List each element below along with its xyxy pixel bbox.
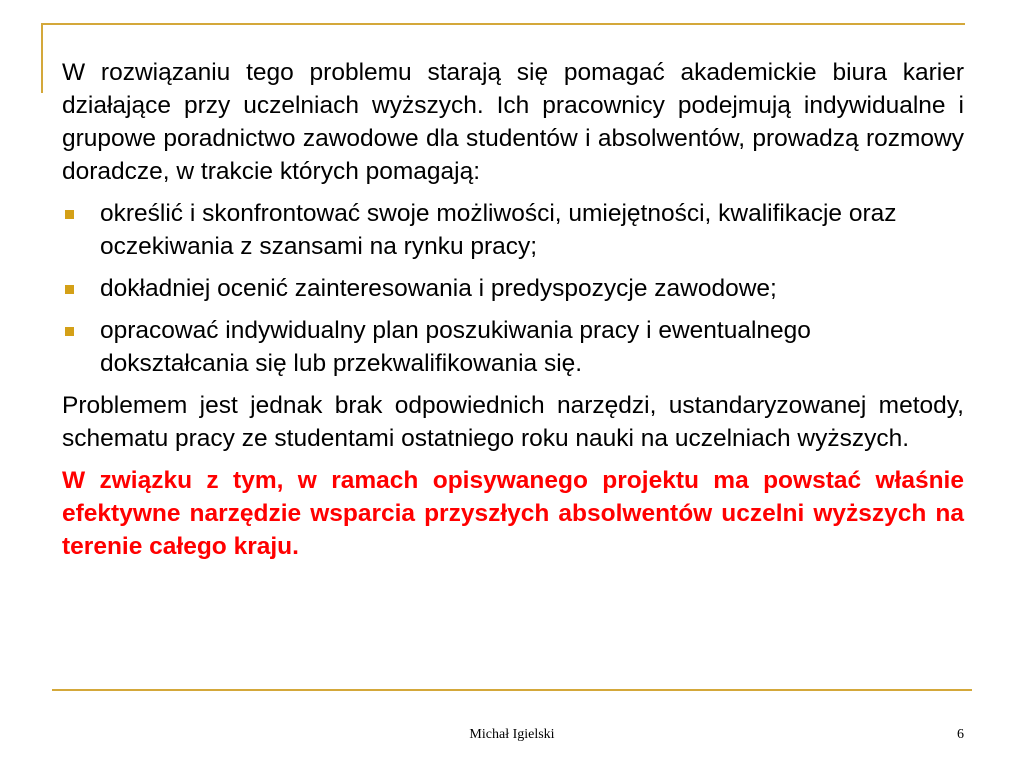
bullet-item — [62, 314, 964, 380]
highlight-paragraph: W związku z tym, w ramach opisywanego projektu ma powstać właśnie efektywne narzędzie wsparcia przyszłych absolwentów uczelni wyższych na terenie całego kraju. — [62, 467, 964, 560]
square-bullet-icon — [65, 327, 74, 336]
slide-content — [62, 56, 964, 572]
intro-paragraph: W rozwiązaniu tego problemu starają się pomagać akademickie biura karier działające przy uczelniach wyższych. Ich pracownicy podejmują indywidualne i grupowe poradnictwo zawodowe dla studentów i absolwentów, prowadzą rozmowy doradcze, w trakcie których pomagają: — [62, 59, 964, 185]
bottom-border-line — [52, 689, 972, 691]
bullet-text: określić i skonfrontować swoje możliwości, umiejętności, kwalifikacje oraz oczekiwania z szansami na rynku pracy; — [100, 200, 897, 260]
bullet-item — [62, 197, 964, 263]
top-border-line — [41, 23, 965, 25]
bullet-list — [62, 197, 964, 380]
square-bullet-icon — [65, 285, 74, 294]
bullet-text: opracować indywidualny plan poszukiwania pracy i ewentualnego dokształcania się lub przekwalifikowania się. — [100, 317, 811, 377]
footer-author: Michał Igielski — [469, 727, 555, 742]
bullet-text: dokładniej ocenić zainteresowania i predyspozycje zawodowe; — [100, 275, 777, 302]
square-bullet-icon — [65, 210, 74, 219]
bullet-item — [62, 272, 964, 305]
page-number: 6 — [957, 727, 964, 742]
left-border-line — [41, 23, 43, 93]
problem-paragraph: Problemem jest jednak brak odpowiednich narzędzi, ustandaryzowanej metody, schematu pracy ze studentami ostatniego roku nauki na uczelniach wyższych. — [62, 392, 964, 452]
